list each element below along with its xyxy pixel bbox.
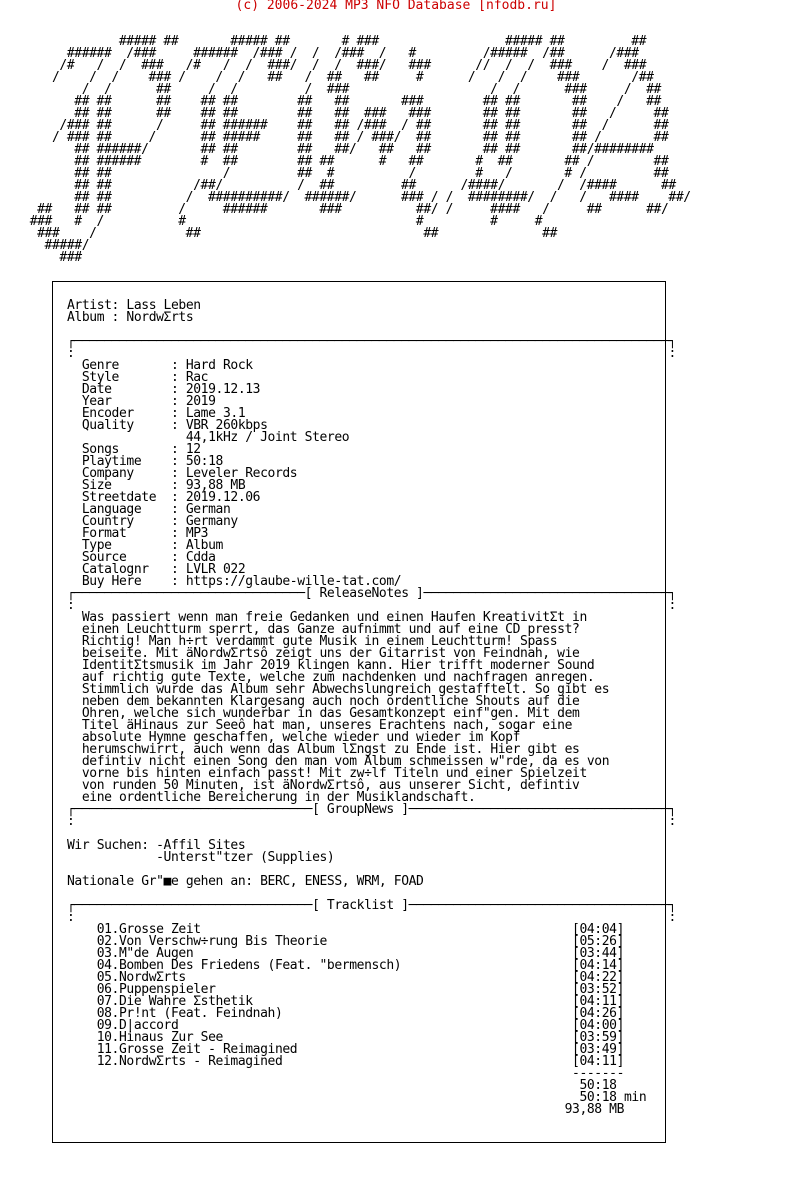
ascii-art-logo [0,12,792,272]
nfodb-credit-banner: (c) 2006-2024 MP3 NFO Database [nfodb.ru] [235,0,557,13]
nfo-frame [52,281,676,1143]
ascii-art-logo-text: ##### ## ##### ## # ### ##### ## ## ###### /### ###### /### / / /### / # /##### /## /### /# / / ### /# / / ###/ / / ###/ ### // / / ### / ### / / / ### / / / ## / ## ## # / / / ### /## / / ## / / / ### / / ### / ## ## ## ## ## ## ## ## ### ## ## ## / ## ## ## ## ## ## ## ## ### ### ## ## ## / ## /### ## / ## ###### ## ## /### / ## ## ## ## / ## / ### ## / ## ##### ## ## / ###/ ## ## ## ## / ## ## ######/ ## ## ## ##/ ## ## ## ## ##/######## ## ###### # ## ## ## # ## # ## ## / ## ## ## / ## # / # / # / ## ## ## /##/ / ## ## /####/ / /#### ## ## ## / ##########/ ######/ ### / / ########/ / / #### ##/ ## ## ## / ###### ### ##/ / #### / ## ##/ ### # / # # # # ### / ## ## ## #####/ ### [29,34,691,265]
nfo-body-text: Artist: Lass Leben Album : NordwΣrts ┌────────────────────────────────────────────────────────────────────────────────┐ : : Genre : Hard Rock Style : Rac Date : 2019.12.13 Year : 2019 Encoder : Lame 3.1 Quality : VBR 260kbps 44,1kHz / Joint Stereo Songs : 12 Playtime : 50:18 Company : Leveler Records Size : 93,88 MB Streetdate : 2019.12.06 Language : German Country : Germany Format : MP3 Type : Album Source : Cdda Catalognr : LVLR 022 Buy Here : https://glaube-wille-tat.com/ ┌───────────────────────────────[ ReleaseNotes ]─────────────────────────────────┐ : : Was passiert wenn man freie Gedanken und einen Haufen KreativitΣt in einen Leuchtturm sperrt, das Ganze aufnimmt und auf eine CD presst? Richtig! Man h÷rt verdammt gute Musik in einem Leuchtturm! Spass beiseite. Mit äNordwΣrtsô zeigt uns der Gitarrist von Feindnah, wie IdentitΣtsmusik im Jahr 2019 klingen kann. Hier trifft moderner Sound auf richtig gute Texte, welche zum nachdenken und nachfragen anregen. Stimmlich wurde das Album sehr Abwechslungreich gestafftelt. So gibt es neben dem bekannten Klargesang auch noch ordentliche Shouts auf die Ohren, welche sich wunderbar in das Gesamtkonzept einf"gen. Mit dem Titel äHinaus zur Seeô hat man, unseres Erachtens nach, sogar eine absolute Hymne geschaffen, welche wieder und wieder im Kopf herumschwirrt, auch wenn das Album lΣngst zu Ende ist. Hier gibt es defintiv nicht einen Song den man vom Album schmeissen w"rde, da es von vorne bis hinten einfach passt! Mit zw÷lf Titeln und einer Spielzeit von runden 50 Minuten, ist äNordwΣrtsô, aus unserer Sicht, defintiv eine ordentliche Bereicherung in der Musiklandschaft. ┌────────────────────────────────[ GroupNews ]───────────────────────────────────┐ : : Wir Suchen: -Affil Sites -Unterst"tzer (Supplies) Nationale Gr"■e gehen an: BERC, ENESS, WRM, FOAD ┌────────────────────────────────[ Tracklist ]───────────────────────────────────┐ : : 01.Grosse Zeit [04:04] 02.Von Verschw÷rung Bis Theorie [05:26] 03.M"de Augen [03:44] 04.Bomben Des Friedens (Feat. "bermensch) [04:14] 05.NordwΣrts [04:22] 06.Puppenspieler [03:52] 07.Die Wahre Σsthetik [04:11] 08.Pr!nt (Feat. Feindnah) [04:26] 09.D|accord [04:00] 10.Hinaus Zur See [03:59] 11.Grosse Zeit - Reimagined [03:49] 12.NordwΣrts - Reimagined [04:11] ------- 50:18 50:18 min 93,88 MB [67,298,676,1117]
